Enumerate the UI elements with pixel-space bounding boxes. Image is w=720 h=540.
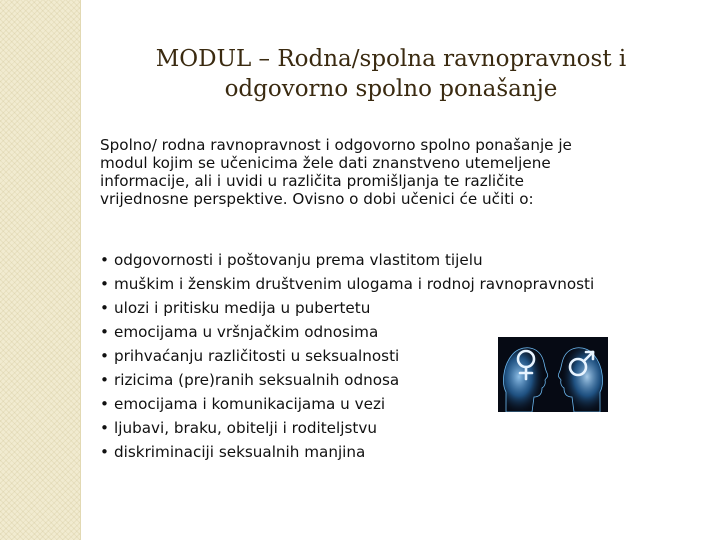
list-item [100, 296, 700, 320]
list-item [100, 344, 700, 368]
bullet-icon: • [100, 275, 109, 293]
page-title [86, 44, 696, 104]
bullet-icon: • [100, 395, 109, 413]
title-line-1: MODUL – Rodna/spolna ravnopravnost i [155, 46, 627, 72]
list-item [100, 368, 700, 392]
bullet-icon: • [100, 347, 109, 365]
topic-list [100, 248, 700, 464]
bullet-icon: • [100, 299, 109, 317]
intro-line: vrijednosne perspektive. Ovisno o dobi učenici će učiti o: [100, 190, 534, 208]
list-item-text: odgovornosti i poštovanju prema vlastitom tijelu [114, 251, 483, 269]
list-item-text: rizicima (pre)ranih seksualnih odnosa [114, 371, 400, 389]
intro-line: Spolno/ rodna ravnopravnost i odgovorno spolno ponašanje je [100, 136, 572, 154]
bullet-icon: • [100, 371, 109, 389]
list-item [100, 416, 700, 440]
list-item-text: ulozi i pritisku medija u pubertetu [114, 299, 371, 317]
bullet-icon: • [100, 419, 109, 437]
bullet-icon: • [100, 251, 109, 269]
decorative-side-strip [0, 0, 81, 540]
bullet-icon: • [100, 443, 109, 461]
list-item [100, 440, 700, 464]
list-item-text: emocijama i komunikacijama u vezi [114, 395, 386, 413]
list-item [100, 248, 700, 272]
list-item-text: emocijama u vršnjačkim odnosima [114, 323, 379, 341]
intro-paragraph [100, 136, 680, 208]
list-item-text: ljubavi, braku, obitelji i roditeljstvu [114, 419, 377, 437]
intro-line: modul kojim se učenicima žele dati znanstveno utemeljene [100, 154, 551, 172]
bullet-icon: • [100, 323, 109, 341]
title-line-2: odgovorno spolno ponašanje [224, 76, 558, 102]
list-item [100, 272, 700, 296]
list-item [100, 392, 700, 416]
gender-heads-image [498, 337, 608, 412]
list-item-text: diskriminaciji seksualnih manjina [114, 443, 366, 461]
list-item-text: muškim i ženskim društvenim ulogama i rodnoj ravnopravnosti [114, 275, 595, 293]
list-item-text: prihvaćanju različitosti u seksualnosti [114, 347, 400, 365]
list-item [100, 320, 700, 344]
intro-line: informacije, ali i uvidi u različita promišljanja te različite [100, 172, 525, 190]
